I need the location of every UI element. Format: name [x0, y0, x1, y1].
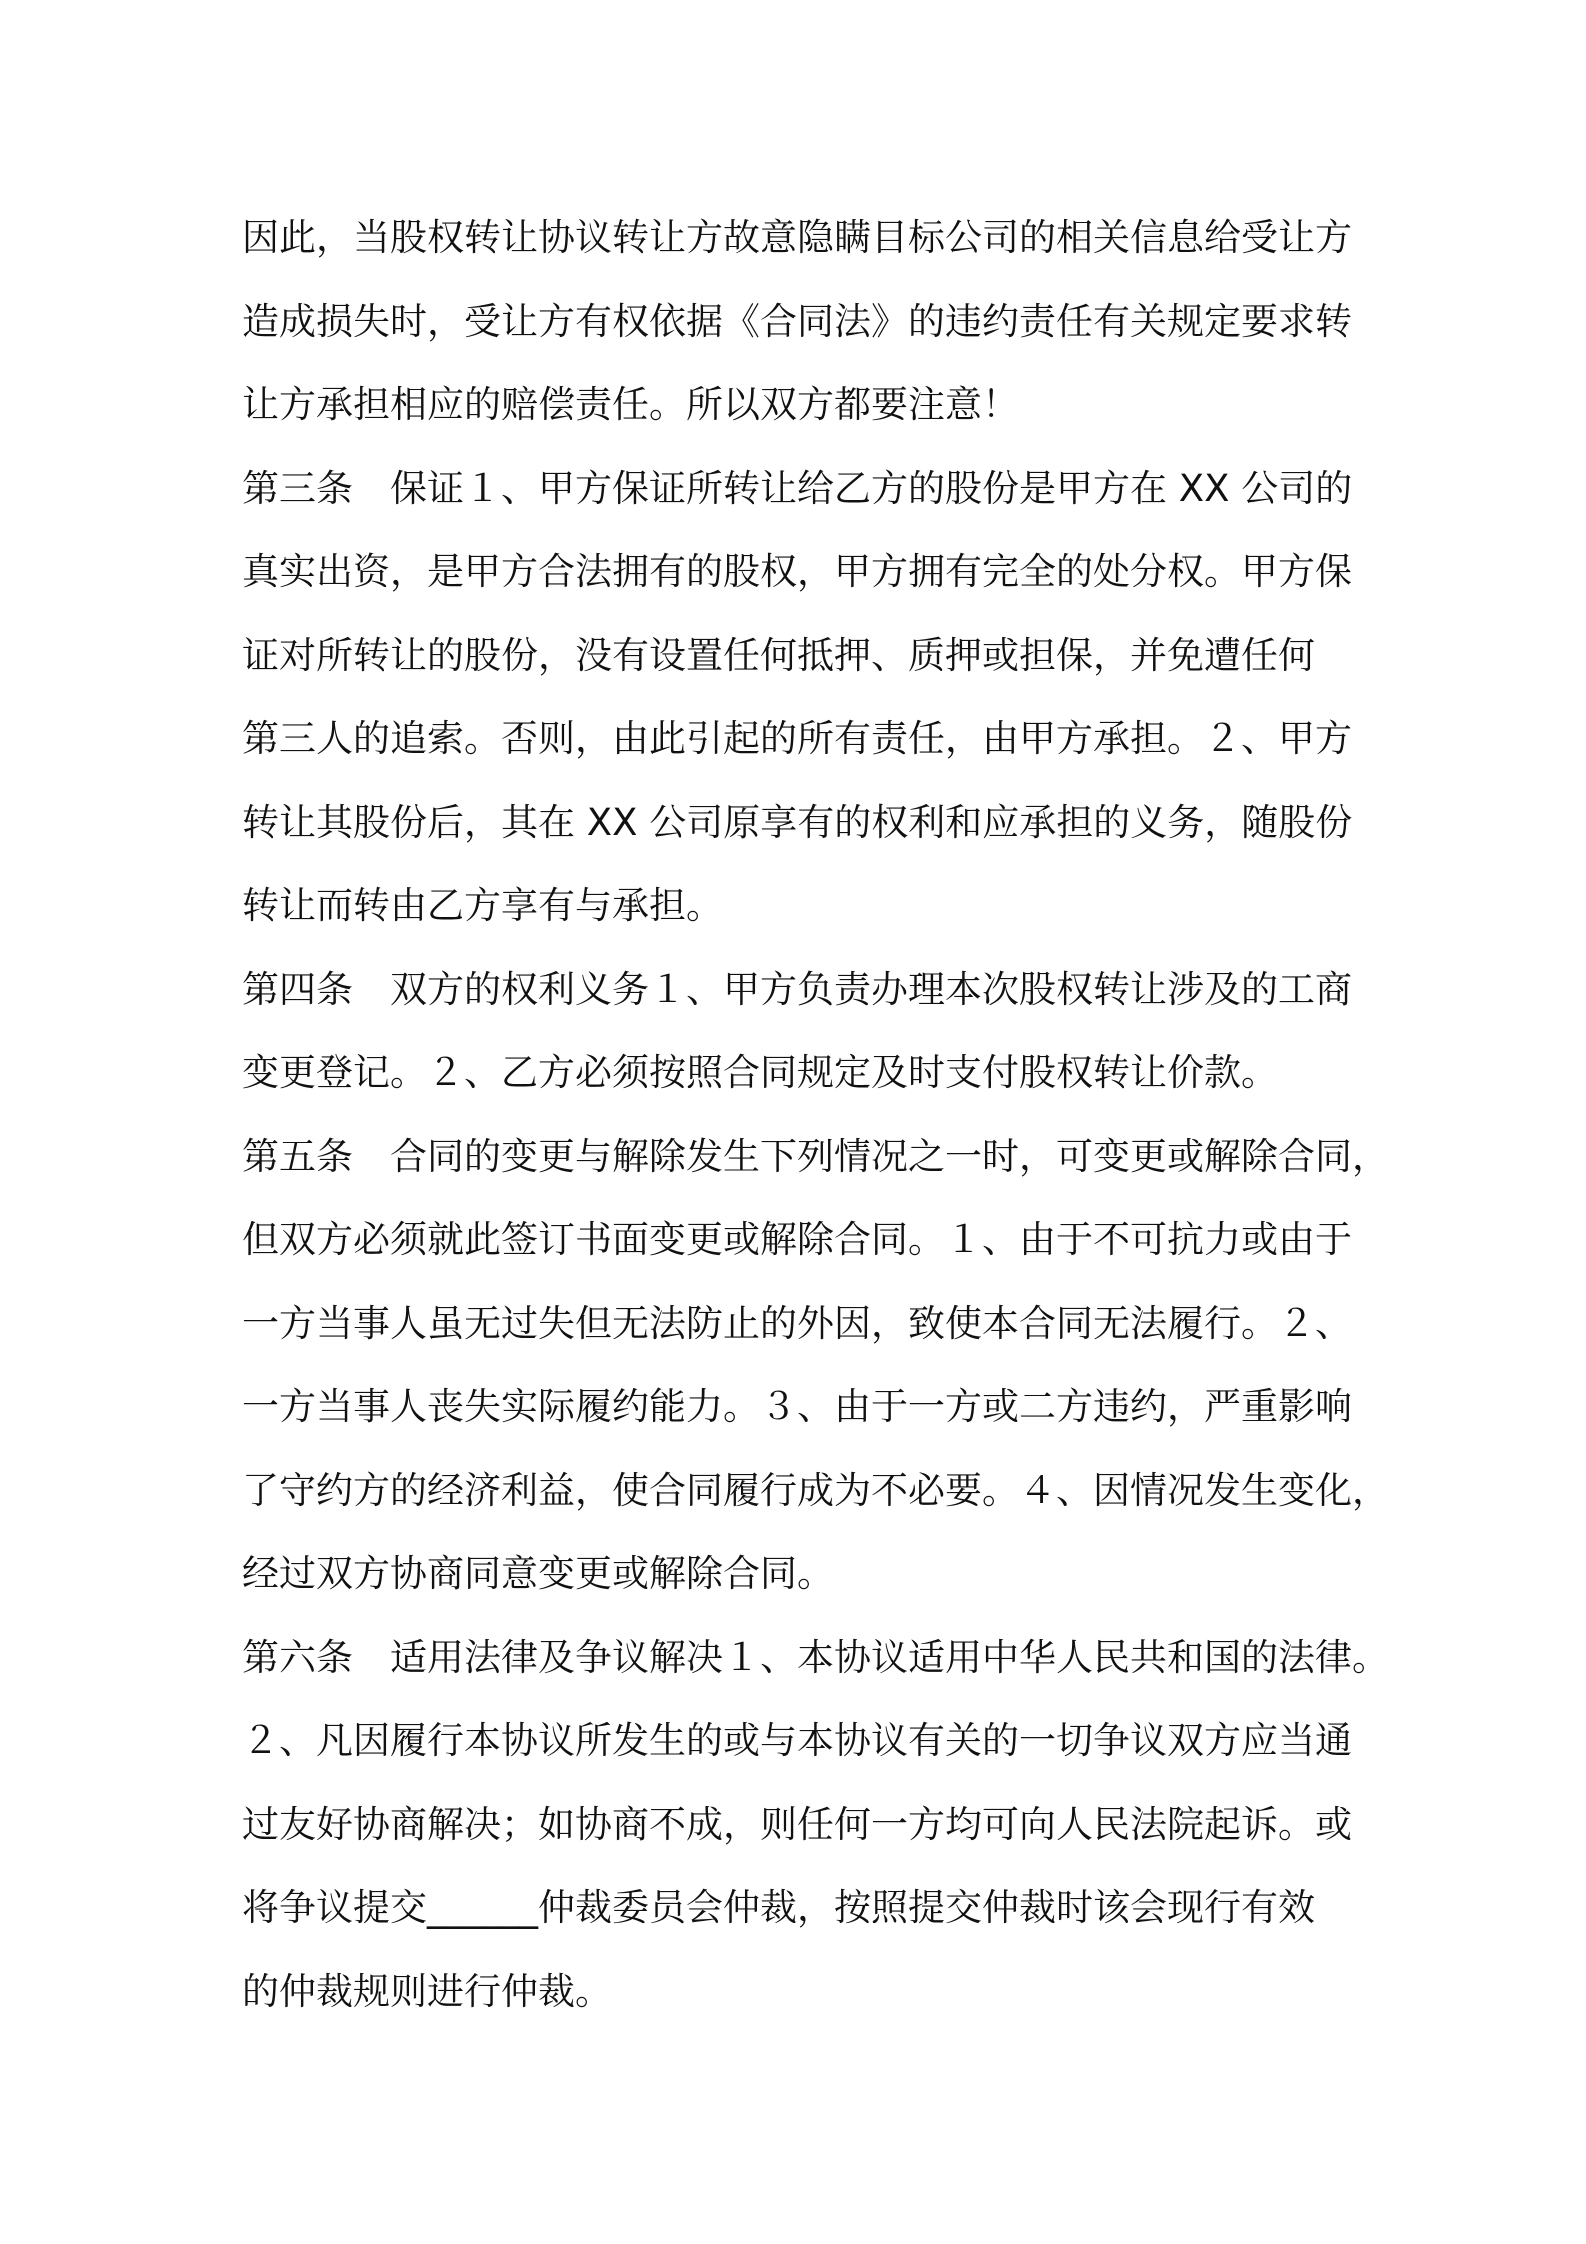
- text-line: 的仲裁规则进行仲裁。: [242, 1969, 612, 2013]
- text-line: 经过双方协商同意变更或解除合同。: [242, 1552, 834, 1595]
- text-line: 转让而转由乙方享有与承担。: [242, 884, 723, 927]
- text-line: 变更登记。２、乙方必须按照合同规定及时支付股权转让价款。: [242, 1051, 1278, 1094]
- article-6-heading-line: 第六条 适用法律及争议解决１、本协议适用中华人民共和国的法律。: [242, 1635, 1389, 1679]
- text-line: 真实出资，是甲方合法拥有的股权，甲方拥有完全的处分权。甲方保: [242, 550, 1352, 593]
- article-3-heading-line: 第三条 保证１、甲方保证所转让给乙方的股份是甲方在 XX 公司的: [242, 466, 1353, 510]
- text-line: 因此，当股权转让协议转让方故意隐瞒目标公司的相关信息给受让方: [242, 216, 1352, 259]
- text-line: 一方当事人虽无过失但无法防止的外因，致使本合同无法履行。２、: [242, 1301, 1352, 1345]
- text-line: 造成损失时，受让方有权依据《合同法》的违约责任有关规定要求转: [242, 299, 1352, 343]
- text-line: 第三人的追索。否则，由此引起的所有责任，由甲方承担。２、甲方: [242, 717, 1352, 760]
- text-line: 将争议提交______仲裁委员会仲裁，按照提交仲裁时该会现行有效: [242, 1886, 1315, 1929]
- text-line: 过友好协商解决；如协商不成，则任何一方均可向人民法院起诉。或: [242, 1802, 1352, 1846]
- text-line: 证对所转让的股份，没有设置任何抵押、质押或担保，并免遭任何: [242, 633, 1315, 677]
- text-line: 一方当事人丧失实际履约能力。３、由于一方或二方违约，严重影响: [242, 1385, 1352, 1428]
- article-5-heading-line: 第五条 合同的变更与解除发生下列情况之一时，可变更或解除合同，: [242, 1134, 1389, 1178]
- article-4-heading-line: 第四条 双方的权利义务１、甲方负责办理本次股权转让涉及的工商: [242, 967, 1352, 1011]
- text-line: 让方承担相应的赔偿责任。所以双方都要注意！: [242, 383, 1019, 426]
- text-line: ２、凡因履行本协议所发生的或与本协议有关的一切争议双方应当通: [242, 1719, 1352, 1762]
- text-line: 但双方必须就此签订书面变更或解除合同。１、由于不可抗力或由于: [242, 1218, 1352, 1261]
- text-line: 转让其股份后，其在 XX 公司原享有的权利和应承担的义务，随股份: [242, 800, 1353, 844]
- contract-text: [242, 196, 1389, 2033]
- text-line: 了守约方的经济利益，使合同履行成为不必要。４、因情况发生变化，: [242, 1468, 1389, 1512]
